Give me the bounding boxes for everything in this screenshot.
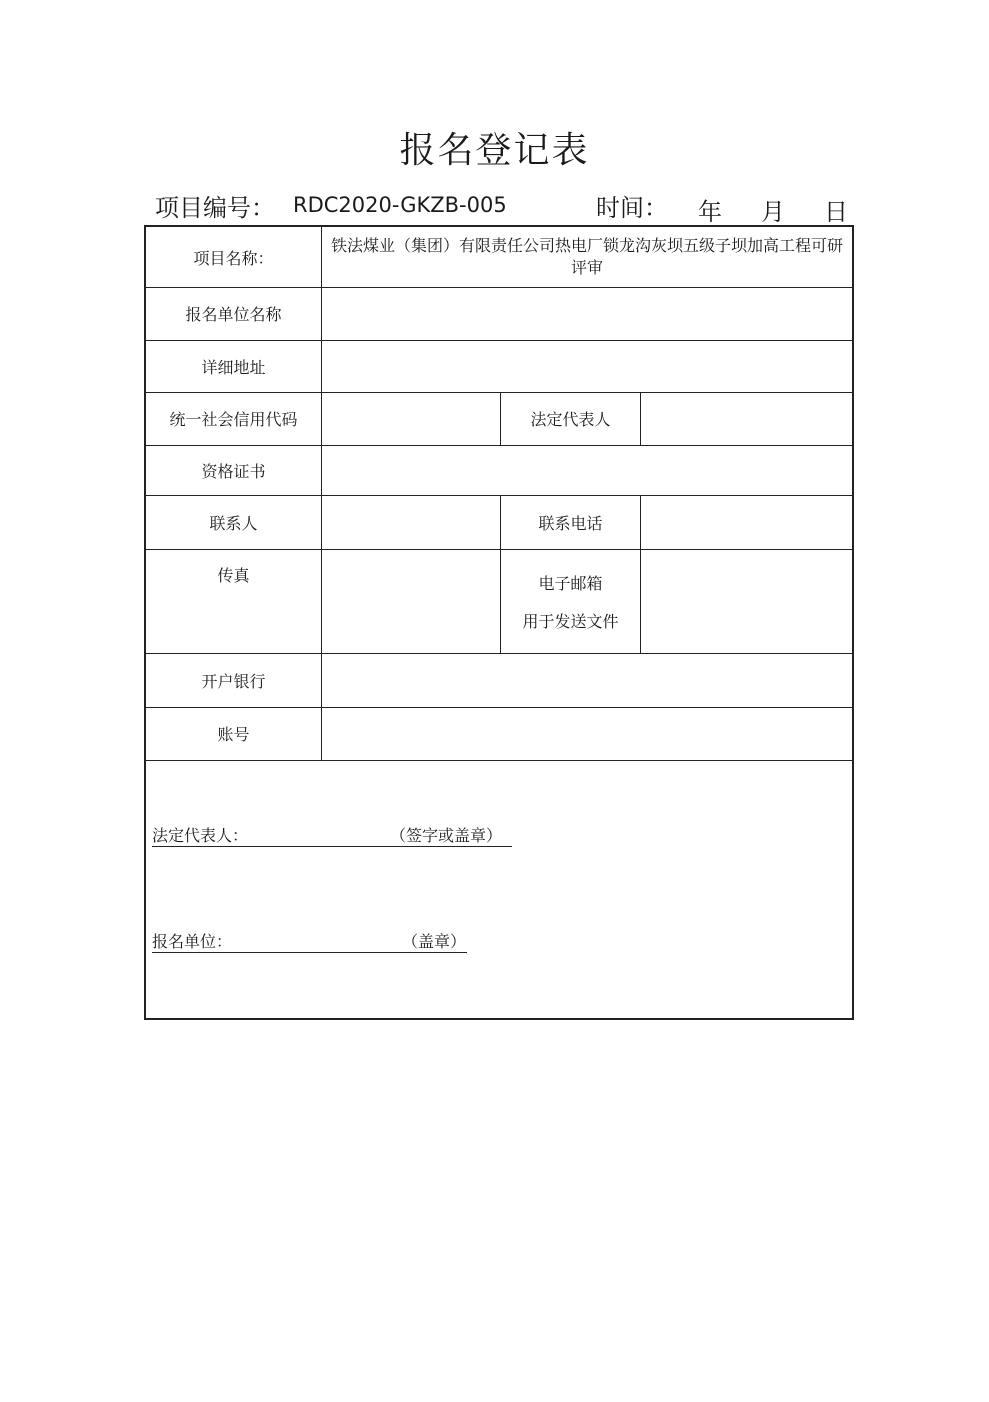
project-name-label: 项目名称： bbox=[193, 248, 274, 268]
row-qualification bbox=[146, 445, 852, 496]
form-title: 报名登记表 bbox=[399, 130, 590, 171]
bank-label: 开户银行 bbox=[201, 671, 266, 691]
qualification-label: 资格证书 bbox=[201, 461, 266, 481]
credit-code-field[interactable] bbox=[321, 392, 500, 445]
phone-label: 联系电话 bbox=[500, 495, 640, 549]
registration-form bbox=[144, 225, 854, 1020]
project-name-value: 铁法煤业（集团）有限责任公司热电厂锁龙沟灰坝五级子坝加高工程可研评审 bbox=[321, 227, 852, 287]
contact-label: 联系人 bbox=[209, 513, 258, 533]
phone-field[interactable] bbox=[640, 495, 852, 549]
email-note: 用于发送文件 bbox=[522, 611, 619, 631]
address-label: 详细地址 bbox=[201, 357, 266, 377]
row-contact bbox=[146, 495, 852, 550]
contact-field[interactable] bbox=[321, 495, 500, 549]
unit-seal-label: 报名单位： bbox=[152, 932, 233, 951]
year-label: 年 bbox=[698, 198, 722, 226]
fax-label: 传真 bbox=[217, 566, 250, 585]
email-label-cell bbox=[500, 549, 640, 653]
time-label: 时间： bbox=[596, 194, 668, 222]
legal-rep-signature-note: （签字或盖章） bbox=[390, 826, 503, 845]
row-fax-email bbox=[146, 549, 852, 654]
email-label: 电子邮箱 bbox=[538, 573, 603, 593]
credit-code-label: 统一社会信用代码 bbox=[169, 410, 298, 429]
unit-seal[interactable] bbox=[152, 929, 467, 953]
row-address bbox=[146, 340, 852, 393]
account-label: 账号 bbox=[217, 725, 250, 744]
row-project-name bbox=[146, 227, 852, 288]
unit-name-field[interactable] bbox=[321, 287, 852, 340]
legal-rep-label: 法定代表人 bbox=[500, 392, 640, 445]
day-label: 日 bbox=[824, 198, 848, 226]
qualification-field[interactable] bbox=[321, 445, 852, 495]
row-unit-name bbox=[146, 287, 852, 341]
unit-seal-line bbox=[152, 929, 467, 953]
row-credit-code bbox=[146, 392, 852, 446]
unit-name-label: 报名单位名称 bbox=[185, 305, 282, 324]
row-bank bbox=[146, 653, 852, 708]
account-field[interactable] bbox=[321, 707, 852, 760]
row-account bbox=[146, 707, 852, 761]
legal-rep-signature-line bbox=[152, 823, 512, 847]
unit-seal-note: （盖章） bbox=[402, 932, 467, 951]
address-field[interactable] bbox=[321, 340, 852, 392]
bank-field[interactable] bbox=[321, 653, 852, 707]
legal-rep-field[interactable] bbox=[640, 392, 852, 445]
legal-rep-signature[interactable] bbox=[152, 823, 512, 847]
month-label: 月 bbox=[761, 198, 785, 226]
project-no-value: RDC2020-GKZB-005 bbox=[293, 193, 507, 217]
project-no-label: 项目编号： bbox=[155, 194, 275, 222]
email-field[interactable] bbox=[640, 549, 852, 653]
fax-field[interactable] bbox=[321, 549, 500, 653]
legal-rep-signature-label: 法定代表人： bbox=[152, 826, 249, 845]
